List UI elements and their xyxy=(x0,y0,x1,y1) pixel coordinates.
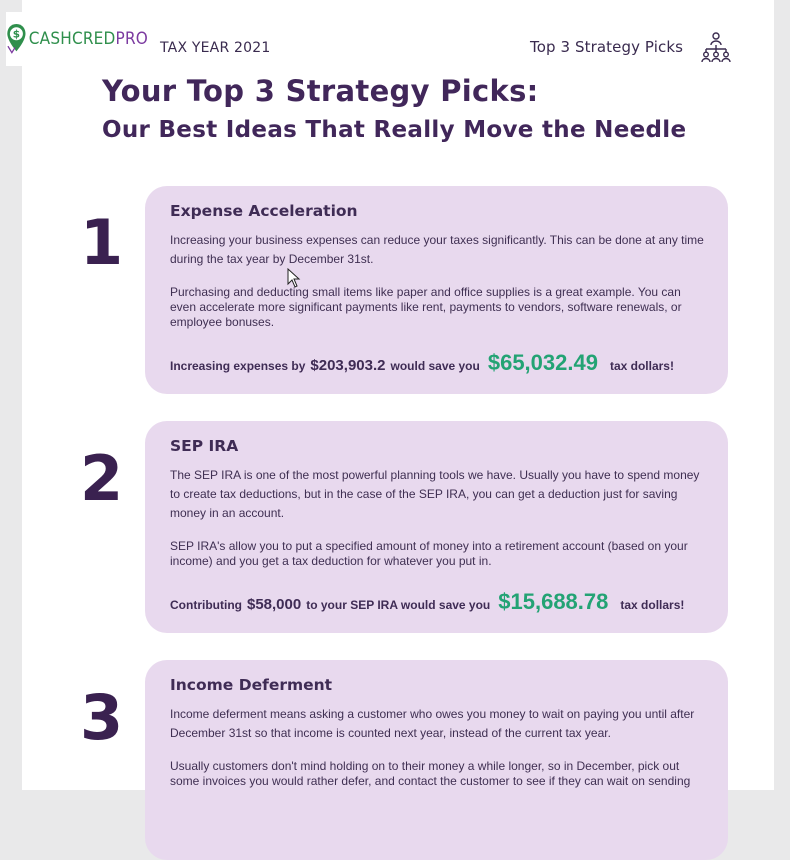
savings-suffix: tax dollars! xyxy=(609,359,674,373)
savings-line xyxy=(170,350,674,376)
strategy-card-sep-ira xyxy=(145,421,728,633)
savings-prefix: Contributing xyxy=(170,598,242,612)
strategy-card-income-deferment xyxy=(145,660,728,860)
section-title: Top 3 Strategy Picks xyxy=(530,38,684,56)
strategy-paragraph: Purchasing and deducting small items like paper and office supplies is a great example. You can even accelerate more significant payments like rent, payments to vendors, software renewals, or employee bonuses. xyxy=(170,285,682,329)
savings-value: $15,688.78 xyxy=(498,589,609,614)
page-subtitle: Our Best Ideas That Really Move the Needle xyxy=(102,117,687,143)
strategy-title: SEP IRA xyxy=(170,437,239,455)
strategy-paragraph: Income deferment means asking a customer who owes you money to wait on paying you until after December 31st so that income is counted next year, instead of the current tax year. xyxy=(170,707,695,740)
strategy-paragraph: SEP IRA's allow you to put a specified amount of money into a retirement account (based on your income) and you get a tax deduction for whatever you put in. xyxy=(170,539,688,568)
savings-suffix: tax dollars! xyxy=(620,598,685,612)
savings-value: $65,032.49 xyxy=(487,350,598,375)
strategy-title: Income Deferment xyxy=(170,676,333,694)
logo-text-main: CASHCRED xyxy=(28,29,116,49)
org-chart-icon xyxy=(700,31,732,63)
savings-amount: $58,000 xyxy=(246,596,302,613)
strategy-title: Expense Acceleration xyxy=(170,202,358,220)
strategy-paragraph: Usually customers don't mind holding on to their money a while longer, so in December, pick out some invoices you would rather defer, and contact the customer to see if they can wait on sending xyxy=(170,759,691,788)
logo xyxy=(6,12,148,66)
strategy-paragraph: Increasing your business expenses can reduce your taxes significantly. This can be done at any time during the tax year by December 31st. xyxy=(170,233,704,266)
savings-line xyxy=(170,589,684,615)
tax-year-label: TAX YEAR 2021 xyxy=(160,40,271,56)
strategy-card-expense-acceleration xyxy=(145,186,728,394)
savings-middle: would save you xyxy=(390,359,480,373)
savings-amount: $203,903.2 xyxy=(310,357,386,374)
savings-prefix: Increasing expenses by xyxy=(170,359,306,373)
strategy-number: 2 xyxy=(80,442,124,515)
page-title: Your Top 3 Strategy Picks: xyxy=(102,74,539,108)
strategy-paragraph: The SEP IRA is one of the most powerful planning tools we have. Usually you have to spend money to create tax deductions, but in the case of the SEP IRA, you can get a deduction just for saving money in an account. xyxy=(170,468,700,520)
strategy-number: 1 xyxy=(80,206,124,279)
mouse-pointer-icon xyxy=(287,268,301,288)
logo-text-accent: PRO xyxy=(115,29,148,49)
logo-pin-icon xyxy=(6,14,27,64)
strategy-number: 3 xyxy=(80,681,124,754)
savings-middle: to your SEP IRA would save you xyxy=(306,598,491,612)
svg-text:$: $ xyxy=(12,28,21,41)
